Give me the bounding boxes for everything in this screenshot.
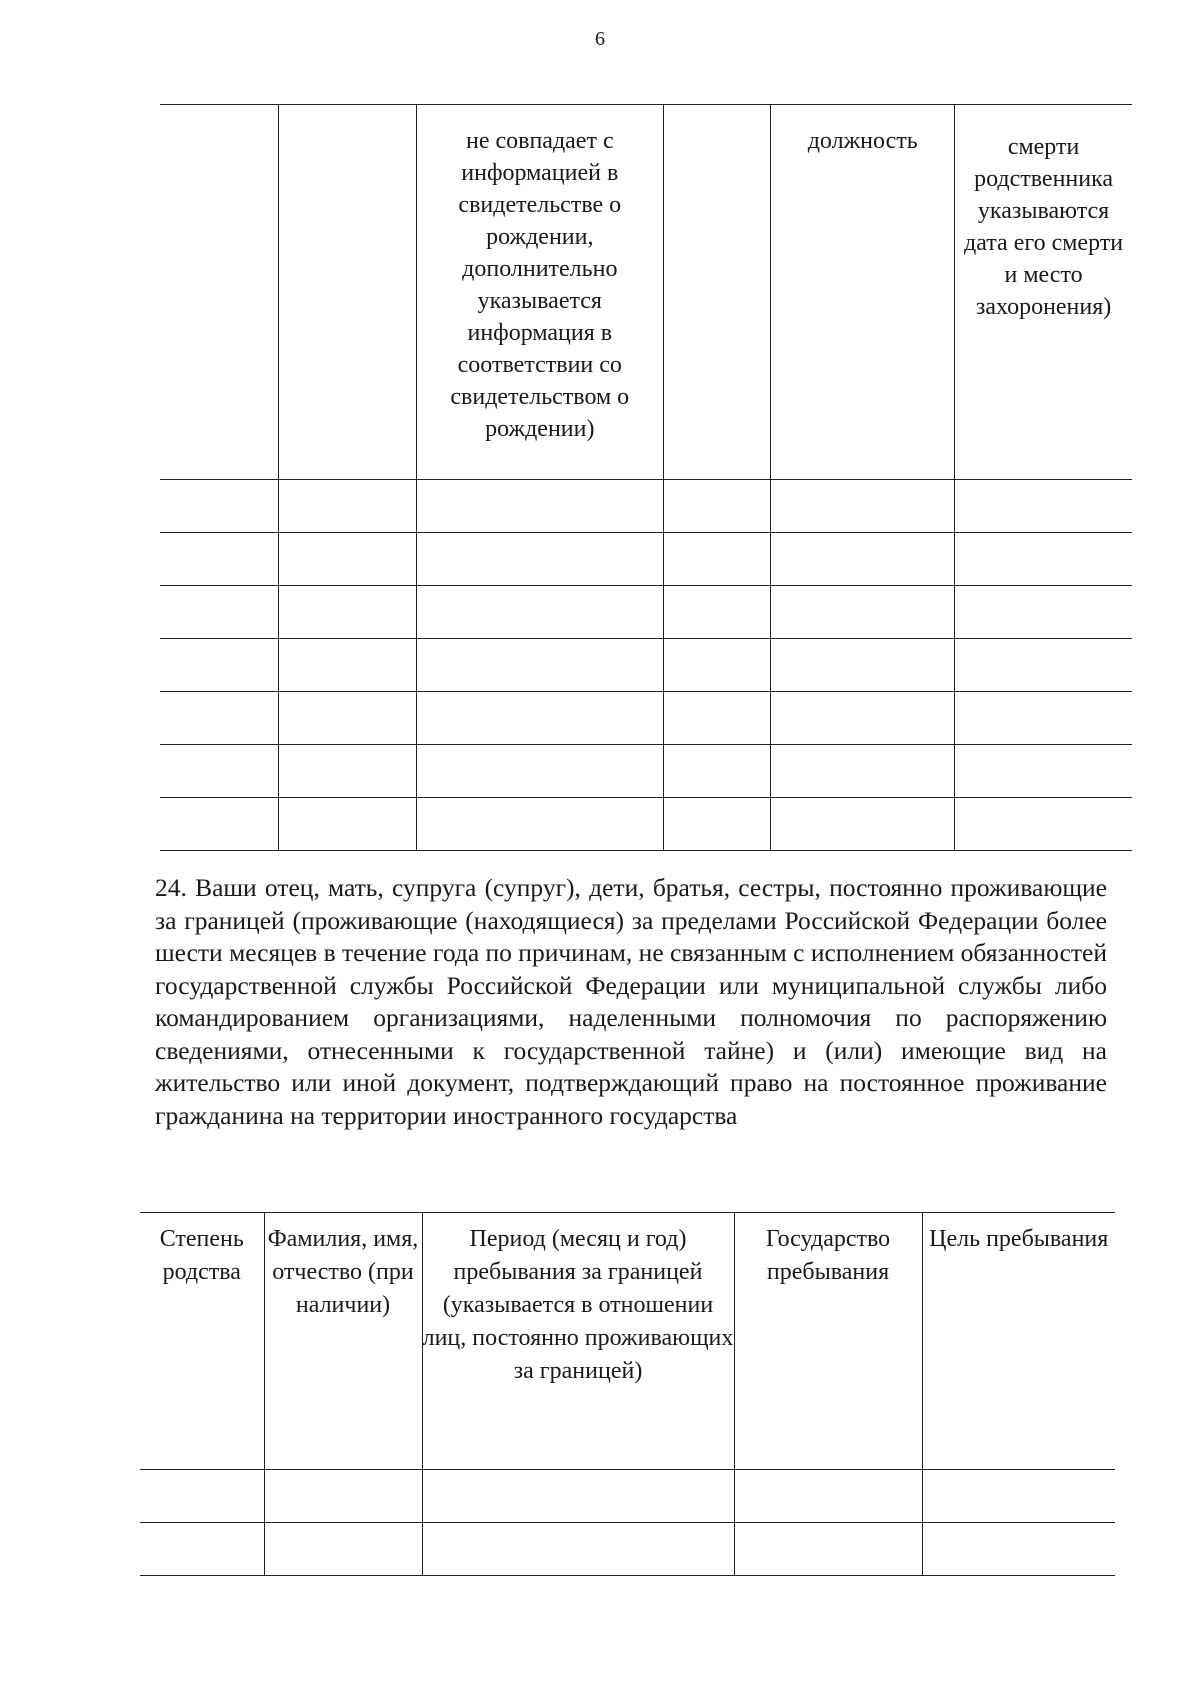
header-purpose <box>922 1213 1115 1470</box>
header-cell-col5 <box>771 105 955 480</box>
table-row <box>160 692 1132 745</box>
table-row <box>160 533 1132 586</box>
table-cell[interactable] <box>160 692 278 745</box>
table-row <box>140 1523 1115 1576</box>
header-cell-col6 <box>955 105 1132 480</box>
table-cell[interactable] <box>416 639 663 692</box>
table-cell[interactable] <box>955 745 1132 798</box>
table-cell[interactable] <box>278 639 416 692</box>
table-cell[interactable] <box>264 1523 422 1576</box>
table-cell[interactable] <box>663 692 770 745</box>
table-row <box>160 745 1132 798</box>
table-cell[interactable] <box>955 533 1132 586</box>
table-cell[interactable] <box>140 1523 264 1576</box>
header-cell-col3 <box>416 105 663 480</box>
relatives-table-continued <box>160 104 1132 851</box>
table-cell[interactable] <box>416 586 663 639</box>
section-24-text: 24. Ваши отец, мать, супруга (супруг), дети, братья, сестры, постоянно проживающие за границей (проживающие (находящиеся) за пределами Российской Федерации более шести месяцев в течение года по причинам, не связанным с исполнением обязанностей государственной службы Российской Федерации или муниципальной службы либо командированием организациями, наделенными полномочия по распоряжению сведениями, отнесенными к государственной тайне) и (или) имеющие вид на жительство или иной документ, подтверждающий право на постоянное проживание гражданина на территории иностранного государства <box>155 873 1107 1130</box>
table-cell[interactable] <box>278 745 416 798</box>
table-cell[interactable] <box>278 533 416 586</box>
table-cell[interactable] <box>422 1523 734 1576</box>
table-cell[interactable] <box>278 692 416 745</box>
header-text-col6: смерти родственника указываются дата его смерти и место захоронения) <box>964 134 1124 320</box>
header-cell-col1 <box>160 105 278 480</box>
header-text-col3: не совпадает с информацией в свидетельстве о рождении, дополнительно указывается информация в соответствии со свидетельством о рождении) <box>450 128 630 442</box>
table-row <box>160 798 1132 851</box>
header-text: Государство пребывания <box>765 1226 891 1285</box>
table-cell[interactable] <box>160 480 278 533</box>
table-cell[interactable] <box>771 692 955 745</box>
header-text: Период (месяц и год) пребывания за границей (указывается в отношении лиц, постоянно проживающих за границей) <box>422 1226 734 1384</box>
header-cell-col2 <box>278 105 416 480</box>
table-cell[interactable] <box>922 1523 1115 1576</box>
table-cell[interactable] <box>264 1470 422 1523</box>
table-cell[interactable] <box>955 692 1132 745</box>
table-row <box>160 480 1132 533</box>
table-cell[interactable] <box>416 798 663 851</box>
header-full-name <box>264 1213 422 1470</box>
table-header-row <box>160 105 1132 480</box>
table-cell[interactable] <box>278 798 416 851</box>
table-cell[interactable] <box>922 1470 1115 1523</box>
header-text: Фамилия, имя, отчество (при наличии) <box>267 1226 419 1318</box>
table-row <box>160 639 1132 692</box>
table-row <box>160 586 1132 639</box>
table-cell[interactable] <box>278 480 416 533</box>
table-cell[interactable] <box>663 745 770 798</box>
table-cell[interactable] <box>422 1470 734 1523</box>
table-cell[interactable] <box>160 533 278 586</box>
table-cell[interactable] <box>160 798 278 851</box>
table-header-row <box>140 1213 1115 1470</box>
table-row <box>140 1470 1115 1523</box>
table-cell[interactable] <box>771 480 955 533</box>
table-cell[interactable] <box>955 586 1132 639</box>
table-cell[interactable] <box>160 586 278 639</box>
header-text: Степень родства <box>159 1226 244 1285</box>
table-cell[interactable] <box>416 692 663 745</box>
table-cell[interactable] <box>663 586 770 639</box>
table-cell[interactable] <box>278 586 416 639</box>
header-period-abroad <box>422 1213 734 1470</box>
table-cell[interactable] <box>416 533 663 586</box>
table-cell[interactable] <box>416 745 663 798</box>
table-cell[interactable] <box>734 1470 922 1523</box>
header-text: Цель пребывания <box>929 1226 1109 1252</box>
header-cell-col4 <box>663 105 770 480</box>
table-cell[interactable] <box>160 639 278 692</box>
table-cell[interactable] <box>955 480 1132 533</box>
table-cell[interactable] <box>771 798 955 851</box>
relatives-abroad-table <box>140 1212 1115 1576</box>
table-cell[interactable] <box>771 639 955 692</box>
table-cell[interactable] <box>663 798 770 851</box>
page-number: 6 <box>595 28 605 50</box>
table-cell[interactable] <box>955 639 1132 692</box>
table-cell[interactable] <box>771 745 955 798</box>
table-cell[interactable] <box>160 745 278 798</box>
table-cell[interactable] <box>734 1523 922 1576</box>
table-cell[interactable] <box>771 586 955 639</box>
table-cell[interactable] <box>140 1470 264 1523</box>
header-text-col5: должность <box>807 128 918 154</box>
table-cell[interactable] <box>771 533 955 586</box>
header-relationship <box>140 1213 264 1470</box>
table-cell[interactable] <box>416 480 663 533</box>
table-cell[interactable] <box>955 798 1132 851</box>
header-country <box>734 1213 922 1470</box>
table-cell[interactable] <box>663 533 770 586</box>
table-cell[interactable] <box>663 480 770 533</box>
table-cell[interactable] <box>663 639 770 692</box>
